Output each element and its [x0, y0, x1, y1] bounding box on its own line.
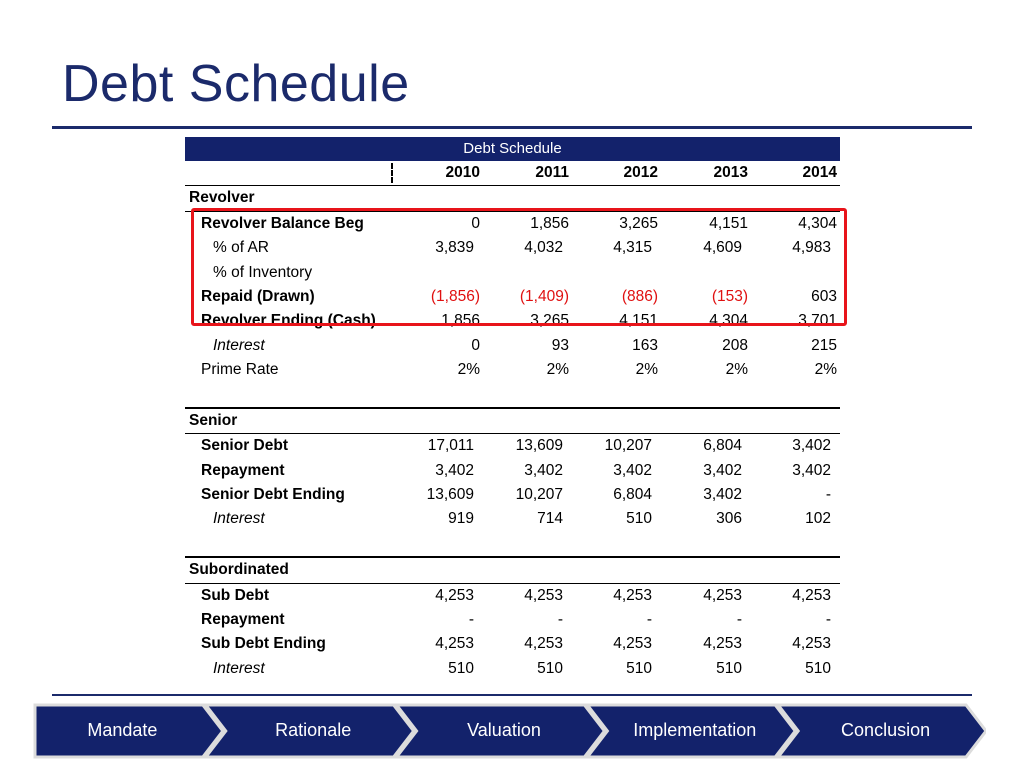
cell-value: 306 [716, 510, 742, 528]
table-row [185, 459, 840, 483]
spacer-row [185, 383, 840, 407]
cell-value: - [646, 611, 652, 629]
row-label: Repayment [201, 461, 285, 479]
cell-value: 4,253 [524, 586, 563, 604]
cell-value: 3,402 [792, 437, 831, 455]
cell-value: 3,839 [435, 239, 474, 257]
cell-value: 4,151 [709, 214, 748, 232]
cell-value: - [736, 611, 742, 629]
cell-value: 3,402 [435, 461, 474, 479]
cell-value: (886) [621, 287, 658, 305]
cell-value: 510 [716, 659, 742, 677]
cell-value: 3,402 [613, 461, 652, 479]
cell-value: 510 [805, 659, 831, 677]
row-label: Senior Debt [201, 437, 288, 455]
row-label: % of Inventory [213, 263, 313, 281]
cell-value: - [468, 611, 474, 629]
row-label: % of AR [213, 239, 269, 257]
row-label: Sub Debt [201, 586, 270, 604]
cell-value: 3,402 [792, 461, 831, 479]
cell-value: 2% [546, 361, 569, 379]
cell-value: 1,856 [441, 312, 480, 330]
cell-value: 2% [725, 361, 748, 379]
table-row [185, 657, 840, 681]
cell-value: 215 [811, 336, 837, 354]
cell-value: 0 [471, 214, 480, 232]
cell-value: 102 [805, 510, 831, 528]
table-row [185, 584, 840, 608]
year-header-2010: 2010 [445, 164, 480, 181]
section-label: Subordinated [189, 561, 289, 579]
cell-value: 208 [722, 336, 748, 354]
table-row [185, 507, 840, 531]
cell-value: 510 [537, 659, 563, 677]
cell-value: 0 [471, 336, 480, 354]
cell-value: 1,856 [530, 214, 569, 232]
cell-value: 603 [811, 287, 837, 305]
cell-value: 4,253 [613, 635, 652, 653]
cell-value: 4,304 [798, 214, 837, 232]
cell-value: 13,609 [426, 486, 474, 504]
cell-value: 13,609 [515, 437, 563, 455]
section-label: Revolver [189, 189, 255, 207]
year-header-row [185, 161, 840, 186]
cell-value: 3,265 [530, 312, 569, 330]
section-header-senior [185, 407, 840, 434]
cell-value: 4,253 [703, 635, 742, 653]
table-header: Debt Schedule [185, 137, 840, 161]
cell-value: 4,253 [792, 635, 831, 653]
page-title: Debt Schedule [62, 55, 410, 113]
cell-value: (1,856) [430, 287, 480, 305]
cell-value: 17,011 [427, 437, 474, 455]
table-row [185, 608, 840, 632]
cell-value: (1,409) [519, 287, 569, 305]
table-row [185, 334, 840, 358]
cell-value: 4,253 [613, 586, 652, 604]
year-header-2012: 2012 [623, 164, 658, 181]
cell-value: 4,253 [435, 635, 474, 653]
year-header-2011: 2011 [535, 164, 569, 181]
cell-value: 4,253 [792, 586, 831, 604]
cell-value: - [825, 611, 831, 629]
nav-item-valuation[interactable]: Valuation [467, 720, 541, 740]
cell-value: 4,253 [524, 635, 563, 653]
cell-value: 2% [635, 361, 658, 379]
table-row [185, 632, 840, 656]
cell-value: 4,609 [703, 239, 742, 257]
cell-value: 10,207 [604, 437, 652, 455]
cell-value: 6,804 [613, 486, 652, 504]
cell-value: 3,265 [619, 214, 658, 232]
row-label: Senior Debt Ending [201, 486, 345, 504]
cell-value: 3,701 [798, 312, 837, 330]
cell-value: 510 [448, 659, 474, 677]
cell-value: 4,151 [619, 312, 658, 330]
nav-item-conclusion[interactable]: Conclusion [841, 720, 931, 740]
cell-value: 510 [626, 510, 652, 528]
cell-value: - [825, 486, 831, 504]
year-header-2013: 2013 [713, 164, 748, 181]
cell-value: 2% [814, 361, 837, 379]
cell-value: 2% [457, 361, 480, 379]
nav-item-mandate[interactable]: Mandate [87, 720, 158, 740]
row-label: Interest [213, 510, 265, 528]
row-label: Revolver Ending (Cash) [201, 312, 376, 330]
cell-value: 510 [626, 659, 652, 677]
title-divider [52, 126, 972, 129]
column-divider [391, 163, 393, 183]
row-label: Interest [213, 659, 265, 677]
row-label: Sub Debt Ending [201, 635, 326, 653]
cell-value: 4,983 [792, 239, 831, 257]
cell-value: 714 [537, 510, 563, 528]
footer-divider [52, 694, 972, 696]
table-row [185, 358, 840, 382]
revolver-highlight-box [191, 208, 847, 326]
row-label: Repayment [201, 611, 285, 629]
year-header-2014: 2014 [802, 164, 837, 181]
spacer-row [185, 532, 840, 556]
section-label: Senior [189, 411, 238, 429]
cell-value: 4,253 [435, 586, 474, 604]
cell-value: 6,804 [703, 437, 742, 455]
cell-value: 163 [632, 336, 658, 354]
row-label: Interest [213, 336, 265, 354]
cell-value: 3,402 [703, 486, 742, 504]
cell-value: (153) [711, 287, 748, 305]
cell-value: 919 [448, 510, 474, 528]
cell-value: 3,402 [703, 461, 742, 479]
cell-value: 4,304 [709, 312, 748, 330]
row-label: Prime Rate [201, 361, 279, 379]
cell-value: - [557, 611, 563, 629]
row-label: Revolver Balance Beg [201, 214, 364, 232]
nav-item-implementation[interactable]: Implementation [633, 720, 757, 740]
cell-value: 10,207 [515, 486, 563, 504]
table-row [185, 483, 840, 507]
cell-value: 4,315 [613, 239, 652, 257]
row-label: Repaid (Drawn) [201, 287, 315, 305]
nav-item-rationale[interactable]: Rationale [275, 720, 352, 740]
table-row [185, 434, 840, 458]
section-header-subordinated [185, 556, 840, 583]
cell-value: 3,402 [524, 461, 563, 479]
cell-value: 4,032 [524, 239, 563, 257]
cell-value: 93 [551, 336, 569, 354]
cell-value: 4,253 [703, 586, 742, 604]
